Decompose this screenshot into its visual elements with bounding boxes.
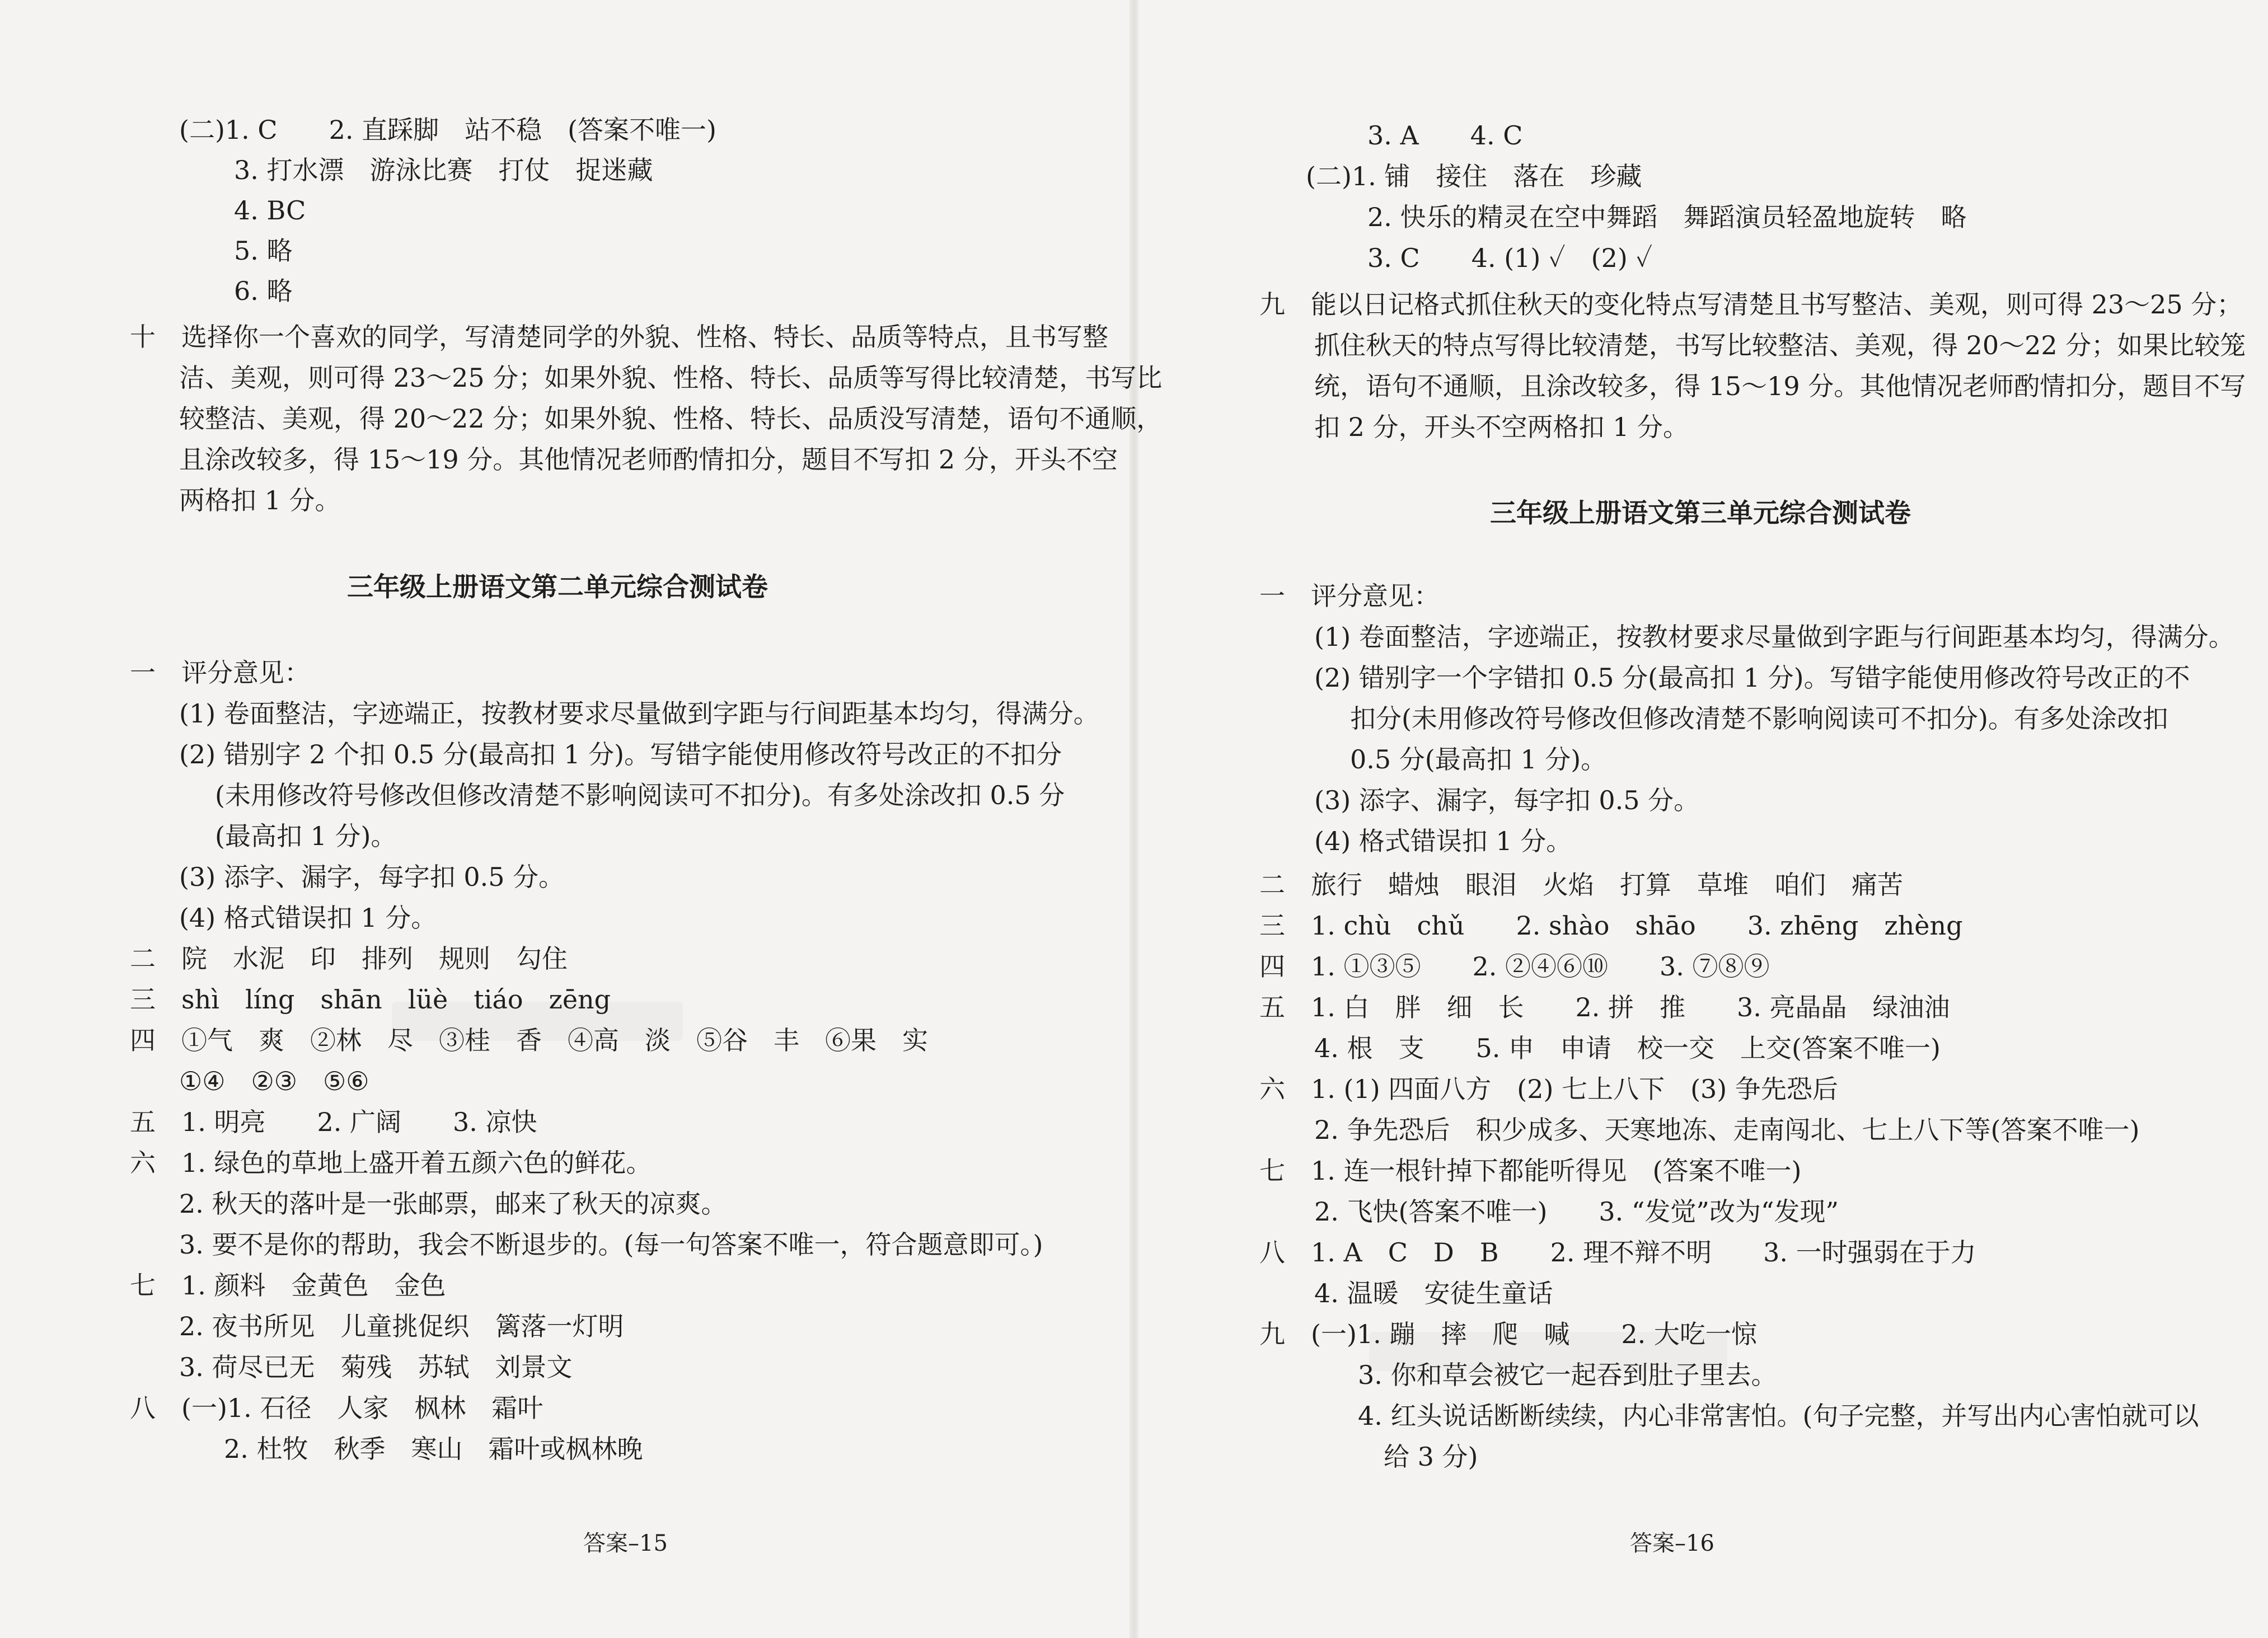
answer-line: (最高扣 1 分)。 <box>215 821 397 851</box>
answer-line: 七 1. 颜料 金黄色 金色 <box>130 1270 446 1301</box>
answer-line: (3) 添字、漏字，每字扣 0.5 分。 <box>1314 785 1700 815</box>
answer-line: 3. 打水漂 游泳比赛 打仗 捉迷藏 <box>234 155 653 185</box>
page-number: 答案–16 <box>1630 1531 1714 1556</box>
answer-line: (3) 添字、漏字，每字扣 0.5 分。 <box>179 862 565 892</box>
answer-line: 二 院 水泥 印 排列 规则 勾住 <box>130 944 568 974</box>
answer-line: (未用修改符号修改但修改清楚不影响阅读可不扣分)。有多处涂改扣 0.5 分 <box>215 780 1065 810</box>
answer-line: ①④ ②③ ⑤⑥ <box>179 1066 369 1096</box>
answer-line: 四 ①气 爽 ②林 尽 ③桂 香 ④高 淡 ⑤谷 丰 ⑥果 实 <box>130 1025 928 1055</box>
answer-line: 3. C 4. (1) ✓ (2) ✓ <box>1367 243 1653 273</box>
answer-line: 2. 飞快(答案不唯一) 3. “发觉”改为“发现” <box>1314 1196 1839 1227</box>
answer-line: 4. 温暖 安徒生童话 <box>1314 1278 1553 1308</box>
answer-line: 洁、美观，则可得 23～25 分；如果外貌、性格、特长、品质等写得比较清楚，书写比 <box>179 363 1163 393</box>
answer-line: 五 1. 明亮 2. 广阔 3. 凉快 <box>130 1107 537 1137</box>
answer-line: 给 3 分) <box>1384 1442 1478 1472</box>
answer-line: 六 1. 绿色的草地上盛开着五颜六色的鲜花。 <box>130 1148 652 1178</box>
answer-line: 2. 夜书所见 儿童挑促织 篱落一灯明 <box>179 1311 624 1341</box>
answer-line: 较整洁、美观，得 20～22 分；如果外貌、性格、特长、品质没写清楚，语句不通顺， <box>179 403 1163 434</box>
answer-line: 九 能以日记格式抓住秋天的变化特点写清楚且书写整洁、美观，则可得 23～25 分； <box>1259 289 2243 320</box>
answer-line: 两格扣 1 分。 <box>179 485 341 515</box>
answer-line: 二 旅行 蜡烛 眼泪 火焰 打算 草堆 咱们 痛苦 <box>1259 870 1903 900</box>
answer-line: 2. 快乐的精灵在空中舞蹈 舞蹈演员轻盈地旋转 略 <box>1367 202 1967 232</box>
answer-line: 一 评分意见： <box>130 658 310 688</box>
answer-line: 3. 荷尽已无 菊残 苏轼 刘景文 <box>179 1352 573 1382</box>
answer-line: 0.5 分(最高扣 1 分)。 <box>1350 744 1607 775</box>
answer-line: (二)1. C 2. 直踩脚 站不稳 (答案不唯一) <box>179 115 717 145</box>
answer-line: (4) 格式错误扣 1 分。 <box>179 903 437 933</box>
answer-line: 统，语句不通顺，且涂改较多，得 15～19 分。其他情况老师酌情扣分，题目不写 <box>1314 371 2246 401</box>
answer-line: 5. 略 <box>234 236 293 266</box>
answer-line: 十 选择你一个喜欢的同学，写清楚同学的外貌、性格、特长、品质等特点，且书写整 <box>130 322 1108 352</box>
answer-line: 3. A 4. C <box>1367 120 1523 151</box>
answer-line: 七 1. 连一根针掉下都能听得见 (答案不唯一) <box>1259 1156 1802 1186</box>
answer-line: (1) 卷面整洁，字迹端正，按教材要求尽量做到字距与行间距基本均匀，得满分。 <box>1314 622 2234 652</box>
answer-line: 2. 秋天的落叶是一张邮票，邮来了秋天的凉爽。 <box>179 1189 727 1219</box>
answer-line: 四 1. ①③⑤ 2. ②④⑥⑩ 3. ⑦⑧⑨ <box>1259 951 1770 982</box>
answer-line: 六 1. (1) 四面八方 (2) 七上八下 (3) 争先恐后 <box>1259 1074 1838 1104</box>
answer-line: 4. 红头说话断断续续，内心非常害怕。(句子完整，并写出内心害怕就可以 <box>1358 1401 2199 1431</box>
right-page <box>1134 0 2268 1638</box>
answer-line: 扣分(未用修改符号修改但修改清楚不影响阅读可不扣分)。有多处涂改扣 <box>1350 703 2168 734</box>
answer-line: 3. 你和草会被它一起吞到肚子里去。 <box>1358 1360 1777 1390</box>
answer-line: (2) 错别字一个字错扣 0.5 分(最高扣 1 分)。写错字能使用修改符号改正的不 <box>1314 663 2190 693</box>
answer-line: 3. 要不是你的帮助，我会不断退步的。(每一句答案不唯一，符合题意即可。) <box>179 1229 1043 1260</box>
answer-line: 2. 杜牧 秋季 寒山 霜叶或枫林晚 <box>224 1434 643 1464</box>
answer-line: (2) 错别字 2 个扣 0.5 分(最高扣 1 分)。写错字能使用修改符号改正的不扣分 <box>179 739 1062 769</box>
answer-line: 4. 根 支 5. 申 申请 校一交 上交(答案不唯一) <box>1314 1033 1941 1063</box>
answer-line: (二)1. 铺 接住 落在 珍藏 <box>1306 161 1642 191</box>
answer-line: 三 1. chù chǔ 2. shào shāo 3. zhēng zhèng <box>1259 910 1963 941</box>
answer-line: 2. 争先恐后 积少成多、天寒地冻、走南闯北、七上八下等(答案不唯一) <box>1314 1115 2140 1145</box>
section-title: 三年级上册语文第三单元综合测试卷 <box>1490 498 1911 529</box>
answer-line: 八 1. A C D B 2. 理不辩不明 3. 一时强弱在于力 <box>1259 1237 1976 1268</box>
answer-line: 一 评分意见： <box>1259 581 1440 611</box>
answer-line: 6. 略 <box>234 276 293 306</box>
answer-line: 九 (一)1. 蹦 摔 爬 喊 2. 大吃一惊 <box>1259 1319 1757 1349</box>
answer-line: 抓住秋天的特点写得比较清楚，书写比较整洁、美观，得 20～22 分；如果比较笼 <box>1314 330 2246 360</box>
answer-line: 且涂改较多，得 15～19 分。其他情况老师酌情扣分，题目不写扣 2 分，开头不空 <box>179 444 1118 475</box>
answer-line: (1) 卷面整洁，字迹端正，按教材要求尽量做到字距与行间距基本均匀，得满分。 <box>179 698 1099 729</box>
answer-line: 4. BC <box>234 195 306 226</box>
section-title: 三年级上册语文第二单元综合测试卷 <box>347 572 768 603</box>
answer-line: (4) 格式错误扣 1 分。 <box>1314 826 1572 856</box>
answer-line: 八 (一)1. 石径 人家 枫林 霜叶 <box>130 1393 543 1423</box>
answer-line: 扣 2 分，开头不空两格扣 1 分。 <box>1314 412 1689 442</box>
page-number: 答案–15 <box>583 1531 668 1556</box>
answer-line: 三 shì líng shān lüè tiáo zēng <box>130 984 611 1015</box>
answer-line: 五 1. 白 胖 细 长 2. 拼 推 3. 亮晶晶 绿油油 <box>1259 992 1950 1022</box>
